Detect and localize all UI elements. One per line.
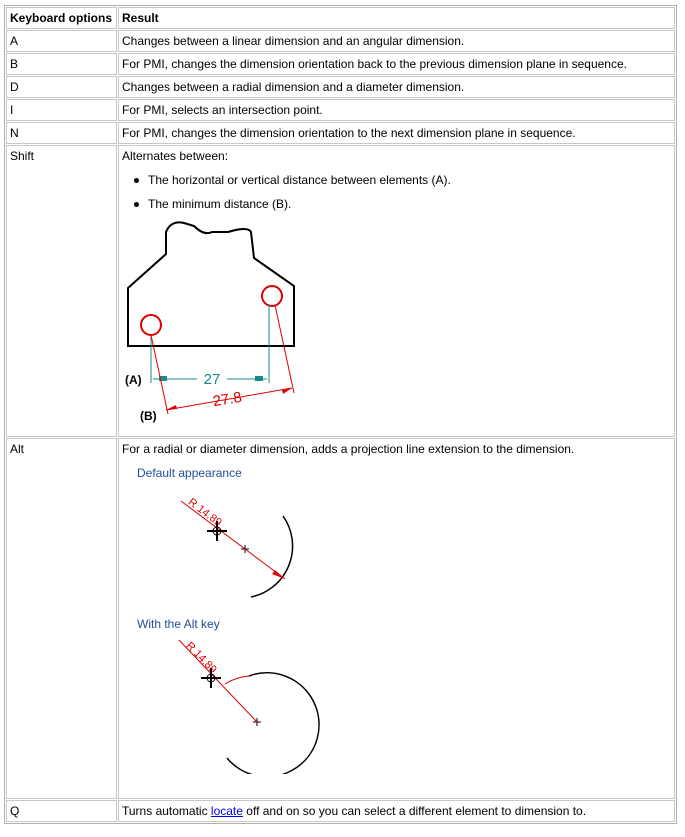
radius-value: R 14.89: [185, 496, 224, 529]
header-row: [6, 7, 675, 29]
option-key: Q: [6, 800, 117, 822]
alt-radius-figure: [167, 634, 367, 774]
locate-link[interactable]: locate: [210, 804, 243, 818]
caption-with-alt-key: With the Alt key: [137, 617, 220, 631]
radius-value: R 14.89: [183, 639, 219, 676]
table-row: [6, 53, 675, 75]
q-text-after: off and on so you can select a different element to dimension to.: [242, 804, 587, 818]
default-radius-figure: [167, 483, 367, 608]
alt-description: For a radial or diameter dimension, adds a projection line extension to the dimension.: [122, 442, 575, 456]
option-result: Changes between a linear dimension and an angular dimension.: [118, 30, 675, 52]
cursor-crosshair-icon: [201, 668, 221, 688]
option-result: For PMI, changes the dimension orientation back to the previous dimension plane in sequence.: [118, 53, 675, 75]
option-key: N: [6, 122, 117, 144]
header-keyboard-options: Keyboard options: [6, 7, 117, 29]
table-row: [6, 122, 675, 144]
keyboard-options-table: [4, 5, 677, 824]
option-key: A: [6, 30, 117, 52]
projection-extension-arc: [225, 676, 249, 684]
q-text-before: Turns automatic: [122, 804, 211, 818]
option-result: For PMI, changes the dimension orientation to the next dimension plane in sequence.: [118, 122, 675, 144]
option-key: Alt: [6, 438, 117, 799]
list-item: The minimum distance (B).: [130, 196, 671, 212]
label-b: (B): [140, 409, 157, 423]
table-row-alt: [6, 438, 675, 799]
option-result-q: [118, 800, 675, 822]
option-key: I: [6, 99, 117, 121]
label-a: (A): [125, 373, 142, 387]
header-result: Result: [118, 7, 675, 29]
option-key: D: [6, 76, 117, 98]
radius-arrow: [272, 570, 285, 579]
table-row: [6, 800, 675, 822]
option-result: For PMI, selects an intersection point.: [118, 99, 675, 121]
dimension-value-b: 27.8: [211, 388, 244, 411]
dimension-value-a: 27: [203, 371, 221, 388]
arc: [227, 673, 319, 774]
arc: [251, 516, 293, 597]
shift-dimension-figure: [124, 218, 314, 423]
option-result-shift: [118, 145, 675, 437]
min-distance-ext-right: [275, 305, 294, 393]
left-hole-circle: [141, 315, 161, 335]
caption-default-appearance: Default appearance: [137, 466, 242, 480]
table-row-shift: [6, 145, 675, 437]
option-result-alt: [118, 438, 675, 799]
shift-bullet-list: [130, 172, 671, 212]
arrow-a-right: [255, 376, 263, 381]
option-key: Shift: [6, 145, 117, 437]
table-row: [6, 30, 675, 52]
table-row: [6, 76, 675, 98]
right-hole-circle: [262, 286, 282, 306]
option-result: Changes between a radial dimension and a diameter dimension.: [118, 76, 675, 98]
arrow-b-left: [166, 405, 177, 410]
table-row: [6, 99, 675, 121]
list-item: The horizontal or vertical distance between elements (A).: [130, 172, 671, 188]
shift-intro: Alternates between:: [122, 149, 229, 163]
option-key: B: [6, 53, 117, 75]
